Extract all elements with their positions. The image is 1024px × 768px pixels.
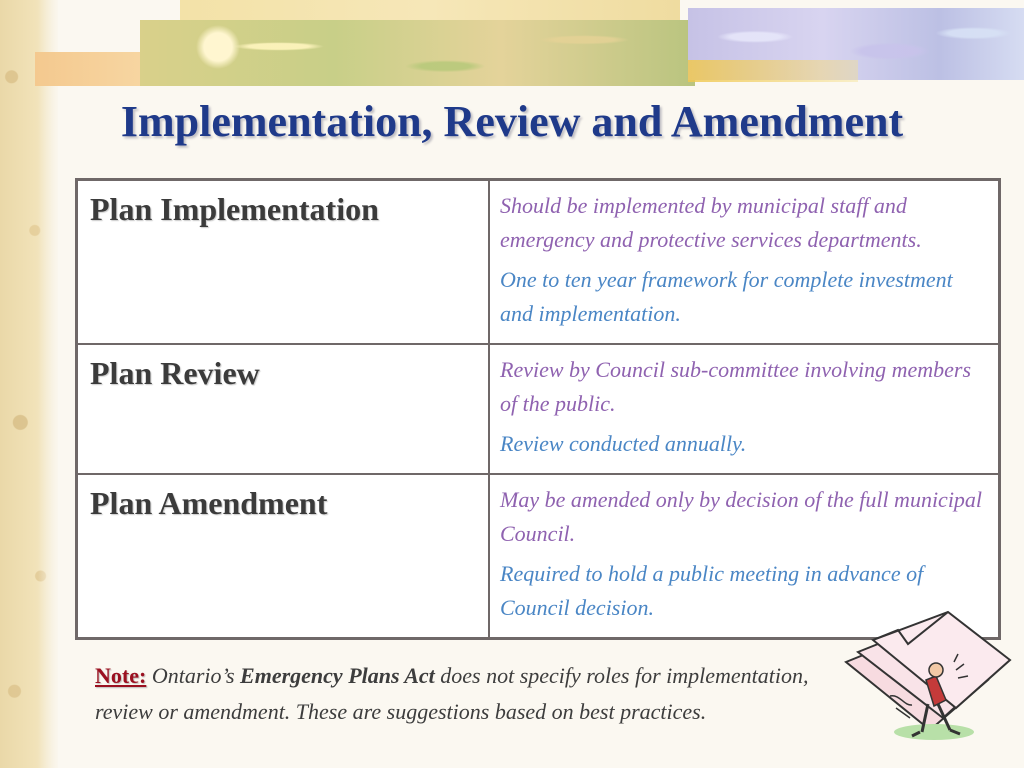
row-label-cell [77, 474, 490, 639]
table-row [77, 180, 1000, 345]
leaf-icon [195, 24, 241, 70]
row-description: Review by Council sub-committee involving members of the public. [500, 357, 972, 416]
banner-segment [180, 0, 680, 22]
note-text-before: Ontario’s [151, 663, 235, 688]
row-description-cell [489, 344, 1000, 474]
slide-title: Implementation, Review and Amendment [120, 97, 904, 146]
row-description: Review conducted annually. [500, 431, 747, 456]
row-label-implementation: Plan Implementation [90, 191, 379, 227]
row-description: May be amended only by decision of the full municipal Council. [500, 487, 983, 546]
note-act-name: Emergency Plans Act [240, 663, 435, 688]
banner-segment [688, 60, 858, 82]
note-label: Note: [95, 663, 147, 688]
row-description: One to ten year framework for complete investment and implementation. [500, 267, 953, 326]
top-decorative-banner [0, 0, 1024, 88]
row-label-review: Plan Review [90, 355, 260, 391]
table-row [77, 344, 1000, 474]
row-description: Should be implemented by municipal staff and emergency and protective services departments. [500, 193, 922, 252]
row-label-cell [77, 180, 490, 345]
note-text-after: does not specify roles for implementation, review or amendment. These are suggestions based on best practices. [95, 663, 809, 724]
row-label-cell [77, 344, 490, 474]
row-label-amendment: Plan Amendment [90, 485, 328, 521]
banner-segment [35, 52, 145, 86]
row-description: Required to hold a public meeting in advance of Council decision. [500, 561, 924, 620]
footnote [95, 658, 855, 730]
plan-table [75, 178, 1001, 640]
row-description-cell [489, 180, 1000, 345]
folder-papers-figure-icon [838, 610, 1018, 755]
